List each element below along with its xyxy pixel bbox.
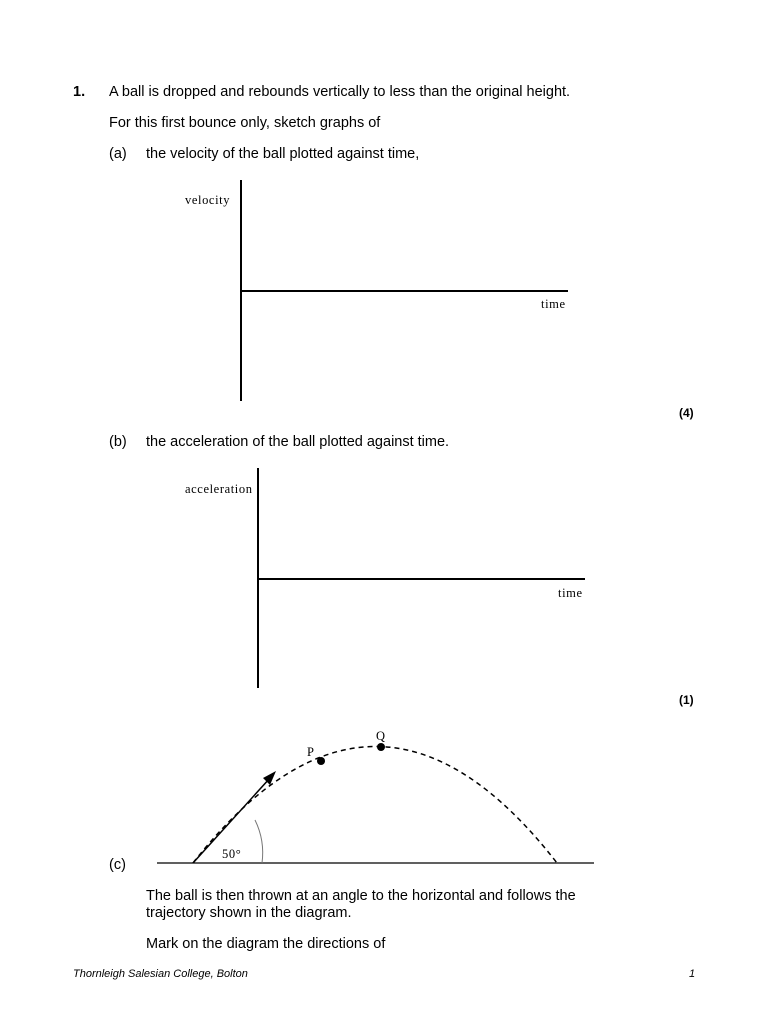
part-b-label: (b) [109,434,127,450]
question-number: 1. [73,84,86,100]
velocity-axis-label: velocity [185,193,231,207]
part-c-text: The ball is then thrown at an angle to the horizontal and follows the trajectory shown in the diagram. [146,888,576,921]
part-a-text: the velocity of the ball plotted against time, [146,146,420,162]
point-q-label: Q [376,729,386,743]
angle-label: 50° [222,847,242,861]
angle-arc [255,820,263,863]
footer-page-number: 1 [689,968,696,980]
footer-school: Thornleigh Salesian College, Bolton [73,968,248,980]
point-p-marker [317,757,325,765]
part-a-label: (a) [109,146,127,162]
part-c-instruction: Mark on the diagram the directions of [146,936,386,952]
acceleration-time-label: time [558,586,583,600]
point-p-label: P [307,745,315,759]
trajectory-path [193,747,557,864]
part-c-label: (c) [109,857,126,873]
part-a-marks: (4) [679,406,694,420]
part-b-marks: (1) [679,693,694,707]
part-b-text: the acceleration of the ball plotted against time. [146,434,450,450]
acceleration-axis-label: acceleration [185,482,253,496]
velocity-time-label: time [541,297,566,311]
point-q-marker [377,743,385,751]
question-intro: A ball is dropped and rebounds vertically to less than the original height. [109,84,571,100]
question-instruction: For this first bounce only, sketch graphs of [109,115,381,131]
